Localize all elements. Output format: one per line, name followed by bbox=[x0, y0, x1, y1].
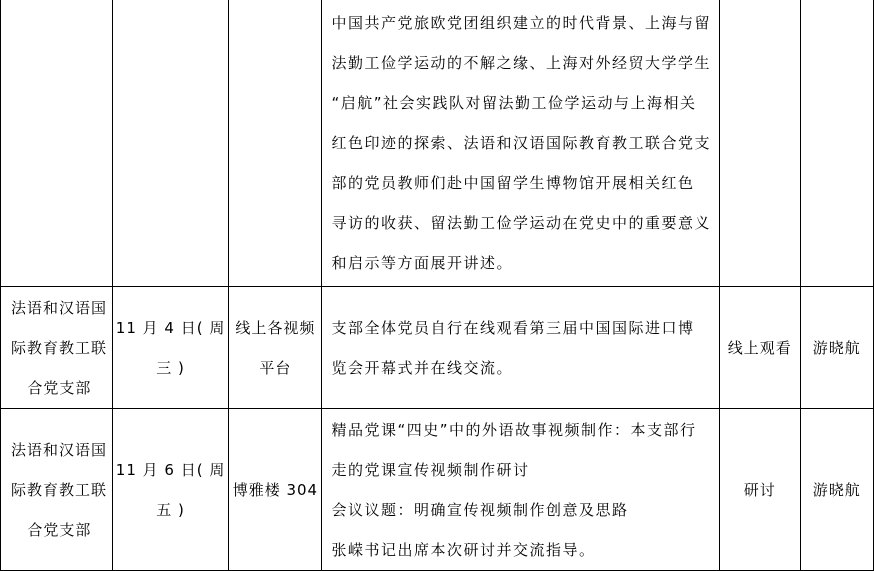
form-cell bbox=[720, 0, 801, 287]
location-cell bbox=[229, 287, 322, 409]
location-line: 平台 bbox=[259, 358, 292, 377]
form-cell: 研讨 bbox=[720, 409, 801, 571]
content-cell bbox=[322, 287, 720, 409]
content-line: 寻访的收获、留法勤工俭学运动在党史中的重要意义 bbox=[331, 214, 711, 232]
date-line: 五 ) bbox=[156, 500, 185, 519]
content-line: 支部全体党员自行在线观看第三届中国国际进口博 bbox=[331, 318, 695, 337]
form-cell: 线上观看 bbox=[720, 287, 801, 409]
location-line: 博雅楼 304 bbox=[232, 480, 319, 499]
unit-cell bbox=[1, 0, 113, 287]
content-line: 览会开幕式并在线交流。 bbox=[331, 358, 513, 377]
table-row bbox=[1, 0, 874, 287]
unit-cell bbox=[1, 287, 113, 409]
unit-line: 合党支部 bbox=[27, 378, 92, 397]
content-line: 会议议题：明确宣传视频制作创意及思路 bbox=[331, 500, 629, 519]
content-line: 精品党课“四史”中的外语故事视频制作：本支部行 bbox=[331, 420, 697, 439]
unit-cell bbox=[1, 409, 113, 571]
unit-line: 法语和汉语国 bbox=[11, 298, 108, 317]
unit-line: 际教育教工联 bbox=[11, 338, 108, 357]
unit-line: 际教育教工联 bbox=[11, 480, 108, 499]
date-cell bbox=[112, 287, 229, 409]
person-cell bbox=[800, 0, 873, 287]
table-row bbox=[1, 409, 874, 571]
date-line: 11 月 6 日( 周 bbox=[115, 460, 226, 479]
location-line: 线上各视频 bbox=[235, 318, 316, 337]
content-line: 中国共产党旅欧党团组织建立的时代背景、上海与留 bbox=[331, 14, 711, 32]
content-cell bbox=[322, 409, 720, 571]
date-cell bbox=[112, 409, 229, 571]
unit-line: 法语和汉语国 bbox=[11, 440, 108, 459]
content-line: 法勤工俭学运动的不解之缘、上海对外经贸大学学生 bbox=[331, 54, 711, 72]
person-cell: 游晓航 bbox=[800, 409, 873, 571]
content-line: 红色印迹的探索、法语和汉语国际教育教工联合党支 bbox=[331, 134, 711, 152]
location-cell bbox=[229, 409, 322, 571]
content-cell bbox=[322, 0, 720, 287]
date-line: 11 月 4 日( 周 bbox=[115, 318, 226, 337]
content-line: “启航”社会实践队对留法勤工俭学运动与上海相关 bbox=[331, 94, 697, 112]
person-cell: 游晓航 bbox=[800, 287, 873, 409]
location-cell bbox=[229, 0, 322, 287]
unit-line: 合党支部 bbox=[27, 520, 92, 539]
table-row bbox=[1, 287, 874, 409]
date-line: 三 ) bbox=[156, 358, 185, 377]
content-line: 张嵘书记出席本次研讨并交流指导。 bbox=[331, 540, 596, 559]
content-line: 和启示等方面展开讲述。 bbox=[331, 254, 513, 272]
date-cell bbox=[112, 0, 229, 287]
content-line: 走的党课宣传视频制作研讨 bbox=[331, 460, 530, 479]
content-line: 部的党员教师们赴中国留学生博物馆开展相关红色 bbox=[331, 174, 695, 192]
